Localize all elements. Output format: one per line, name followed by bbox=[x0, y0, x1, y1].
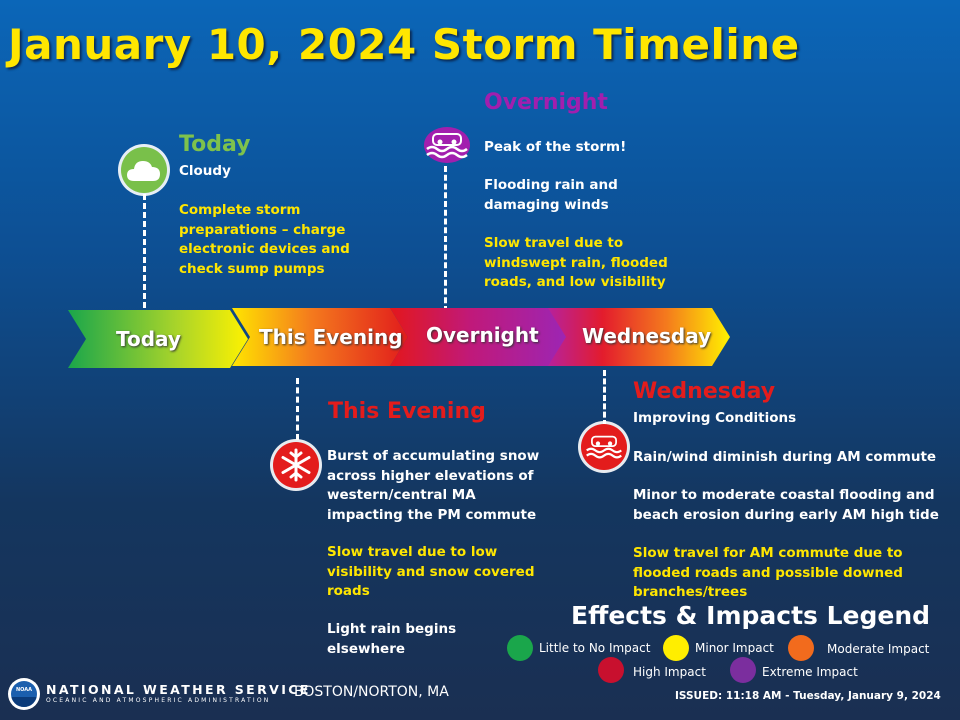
evening-travel: Slow travel due to low visibility and snow covered roads bbox=[327, 544, 535, 599]
evening-rain: Light rain begins elsewhere bbox=[327, 621, 457, 657]
wednesday-coastal: Minor to moderate coastal flooding and beach erosion during early AM high tide bbox=[633, 487, 939, 523]
noaa-logo-text: NOAA bbox=[15, 687, 33, 693]
cloud-icon bbox=[126, 157, 162, 183]
footer-sub-agency: OCEANIC AND ATMOSPHERIC ADMINISTRATION bbox=[46, 697, 271, 704]
issued-timestamp: ISSUED: 11:18 AM - Tuesday, January 9, 2024 bbox=[675, 690, 941, 702]
snowflake-icon bbox=[278, 447, 314, 483]
noaa-logo-inner bbox=[11, 681, 37, 707]
overnight-travel: Slow travel due to windswept rain, flooded roads, and low visibility bbox=[484, 235, 668, 290]
legend-label-little: Little to No Impact bbox=[539, 641, 651, 655]
flooded-car-icon bbox=[425, 129, 469, 161]
today-heading: Today bbox=[179, 132, 251, 157]
overnight-icon-circle bbox=[424, 127, 470, 163]
legend-label-high: High Impact bbox=[633, 665, 706, 679]
wednesday-heading: Wednesday bbox=[633, 379, 776, 404]
wednesday-subheading: Improving Conditions bbox=[633, 410, 797, 426]
overnight-heading: Overnight bbox=[484, 90, 608, 115]
evening-heading: This Evening bbox=[328, 399, 486, 424]
overnight-peak: Peak of the storm! bbox=[484, 139, 627, 155]
legend-label-moderate: Moderate Impact bbox=[827, 642, 930, 656]
timeline-label-overnight: Overnight bbox=[426, 323, 539, 347]
wednesday-travel: Slow travel for AM commute due to flooded roads and possible downed branches/trees bbox=[633, 545, 903, 600]
evening-icon-circle bbox=[273, 442, 319, 488]
legend-dot-moderate bbox=[788, 635, 814, 661]
legend-dot-high bbox=[598, 657, 624, 683]
timeline-label-today: Today bbox=[116, 327, 181, 351]
legend-dot-little bbox=[507, 635, 533, 661]
legend-title: Effects & Impacts Legend bbox=[571, 601, 931, 630]
today-condition: Cloudy bbox=[179, 163, 231, 179]
timeline-label-evening: This Evening bbox=[259, 325, 403, 349]
today-icon-circle bbox=[121, 147, 167, 193]
timeline-label-wednesday: Wednesday bbox=[582, 324, 712, 348]
wednesday-connector bbox=[603, 370, 606, 426]
flooded-car-icon-wednesday bbox=[585, 430, 623, 464]
evening-connector bbox=[296, 378, 299, 440]
evening-snow: Burst of accumulating snow across higher elevations of western/central MA impacting the PM commute bbox=[327, 448, 540, 523]
wednesday-icon-circle bbox=[581, 424, 627, 470]
footer-agency: NATIONAL WEATHER SERVICE bbox=[46, 682, 311, 697]
today-notes: Complete storm preparations – charge electronic devices and check sump pumps bbox=[179, 202, 350, 277]
overnight-connector bbox=[444, 166, 447, 312]
legend-label-minor: Minor Impact bbox=[695, 641, 774, 655]
legend-label-extreme: Extreme Impact bbox=[762, 665, 858, 679]
overnight-impact: Flooding rain and damaging winds bbox=[484, 177, 618, 213]
noaa-logo-wave bbox=[11, 697, 37, 707]
legend-dot-extreme bbox=[730, 657, 756, 683]
page-title: January 10, 2024 Storm Timeline bbox=[8, 20, 800, 69]
legend-dot-minor bbox=[663, 635, 689, 661]
today-connector bbox=[143, 194, 146, 308]
wednesday-wind: Rain/wind diminish during AM commute bbox=[633, 449, 937, 465]
noaa-logo bbox=[8, 678, 40, 710]
footer-office: BOSTON/NORTON, MA bbox=[294, 684, 449, 700]
